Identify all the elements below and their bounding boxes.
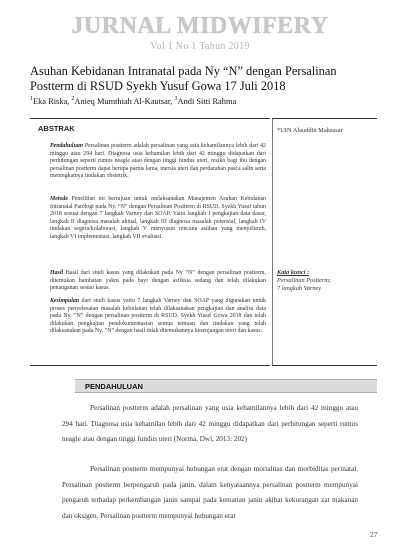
abstract-lead: Kesimpulan (50, 298, 80, 304)
keywords-label: Kata kunci : (277, 269, 310, 276)
affiliation: *UIN Alauddin Makassar (277, 127, 343, 134)
journal-title: JURNAL MIDWIFERY (71, 13, 329, 39)
volume-issue: Vol 1 No 1 Tahun 2019 (150, 41, 250, 52)
article-title: Asuhan Kebidanan Intranatal pada Ny “N” dengan Persalinan Postterm di RSUD Syekh Yusuf Gowa 17 Juli 2018 (30, 64, 337, 93)
abstract-heading: ABSTRAK (38, 124, 75, 133)
author: $^1$Eka Riska, (30, 96, 72, 106)
author: $^2$Anieq Mumthiah Al-Kautsar, (71, 96, 175, 106)
abstract-lead: Pendahuluan (50, 143, 84, 149)
abstract-box (30, 118, 270, 366)
author: $^3$Andi Sitti Rahma (174, 96, 237, 106)
abstract-lead: Metode (50, 196, 68, 202)
abstract-paragraph-method: Metode Penelitian ini bertujuan untuk melaksanakan Manajemen Asuhan Kebidanan Intranatal Patologi pada Ny. “N” dengan Persalinan Postterm di RSUD. Syekh Yusuf tahun 2018 sesuai dengan 7 langkah Varney dan SOAP. Yaitu langkah I pengkajian data dasar, langkah II diagnosa masalah aktual, langkah III diagnosa masalah potensial, langkah IV tindakan segera/kolaborasi, langkah V menyusun rencana asuhan yang menyeluruh, langkah VI implementasi, langkah VII evaluasi. (50, 196, 266, 240)
section-heading-bar (75, 379, 377, 393)
section-heading: PENDAHULUAN (85, 382, 143, 391)
abstract-lead: Hasil (50, 270, 64, 276)
keyword: 7 langkah Varney (277, 285, 322, 293)
page-number: 27 (370, 530, 378, 539)
body-paragraph: Persalinan postterm mempunyai hubungan erat dengan mortalitas dan morbiditas perinatal. Persalinan postterm berpengaruh pada janin, dalam kenyataannya persalinan postterm mempunyai pengaruh terhadap perkembangan janin sampai pada kematian janin akibat kekurangan zat makanan dan oksigen. Persalinan postterm mempunyai hubungan erat (62, 465, 358, 520)
keyword: Persalinan Postterm; (277, 277, 332, 285)
body-paragraph: Persalinan postterm adalah persalinan yang usia kehamilannya lebih dari 42 minggu atau 294 hari. Diagnosa usia kehamilan lebih dari 42 minggu didapatkan dari perhitungan seperti rumus neagle atau dengan tinggi fundus uteri (Norma, Dwi, 2013: 202) (62, 404, 358, 444)
abstract-paragraph-conclusion: Kesimpulan dari studi kasus yaitu 7 langkah Varney dan SOAP yang digunakan untuk proses penyelesaian masalah kebidanan telah dilaksanakan pengkajian dan analisa data pada Ny. “N” dengan persalinan postterm di RSUD. Syekh Yusuf Gowa 2018 dan telah dilakukan pengkajian pendokumentasian semua temuan dan tindakan yang telah dilaksanakan pada Ny. “N” dengan hasil tidak ditemukannya kesenjangan teori dan kasus. (50, 298, 266, 335)
keywords (277, 269, 375, 294)
abstract-paragraph-introduction: Pendahuluan Persalinan postterm adalah persalinan yang usia kehamilannya lebih dari 42 minggu atau 294 hari. Diagnosa usia kehamilan lebih dari 42 minggu didapatkan dari perhitungan seperti rumus neagle atau dengan tinggi fundus uteri, resiko bagi ibu dengan persalinan postterm dapat berupa partus lama, inersia uteri dan perdarahan pasca salin serta meningkatnya tindakan obstetrik. (50, 143, 266, 180)
article-info-sidebar (272, 118, 377, 366)
abstract-paragraph-results: Hasil Hasil dari studi kasus yang dilakukan pada Ny “N” dengan persalinan postterm, ditemukan hambatan yakni pada bayi dengan asfiksia sedang dan telah dilakukan penanganan sesuai kasus. (50, 270, 266, 292)
author-list (30, 96, 380, 106)
